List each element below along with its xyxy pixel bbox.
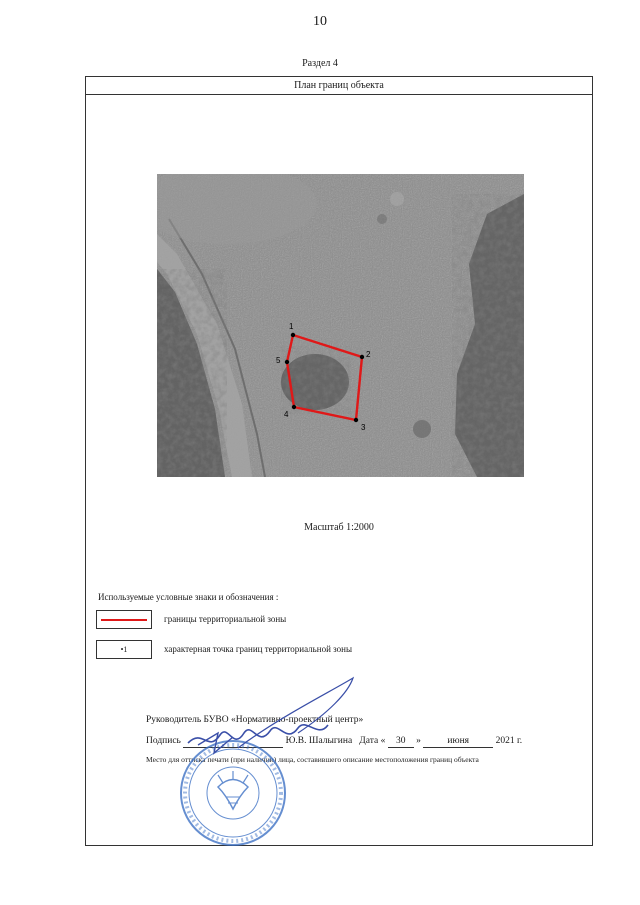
- point-marker-icon: •1: [120, 645, 128, 654]
- legend-line-text: границы территориальной зоны: [164, 614, 287, 624]
- legend-point-text: характерная точка границ территориальной зоны: [164, 644, 353, 654]
- date-day: 30: [388, 736, 414, 748]
- svg-text:3: 3: [361, 423, 366, 432]
- svg-text:2: 2: [366, 350, 371, 359]
- handwritten-signature: [178, 673, 368, 763]
- date-month: июня: [423, 736, 493, 748]
- signer-position: Руководитель БУВО «Нормативно-проектный центр»: [146, 715, 364, 725]
- svg-text:5: 5: [276, 356, 281, 365]
- plan-frame: [85, 76, 593, 846]
- aerial-map: [157, 174, 524, 477]
- sign-label: Подпись: [146, 736, 181, 746]
- signer-name: Ю.В. Шалыгина: [285, 736, 353, 746]
- section-label: Раздел 4: [302, 58, 338, 69]
- date-year: 2021 г.: [495, 736, 523, 746]
- legend-title: Используемые условные знаки и обозначения :: [98, 592, 279, 602]
- legend-line-symbol: [96, 610, 152, 629]
- red-line-icon: [101, 619, 147, 621]
- date-close-quote: »: [416, 736, 421, 746]
- legend-point-symbol: [96, 640, 152, 659]
- scale-label: Масштаб 1:2000: [304, 522, 374, 533]
- page-number: 10: [313, 14, 327, 29]
- date-label: Дата «: [359, 736, 386, 746]
- svg-text:4: 4: [284, 410, 289, 419]
- frame-title: План границ объекта: [86, 77, 592, 95]
- svg-text:1: 1: [289, 322, 294, 331]
- stamp-note: Место для оттиска печати (при наличии) лица, составившего описание местоположения границ объекта: [146, 755, 479, 764]
